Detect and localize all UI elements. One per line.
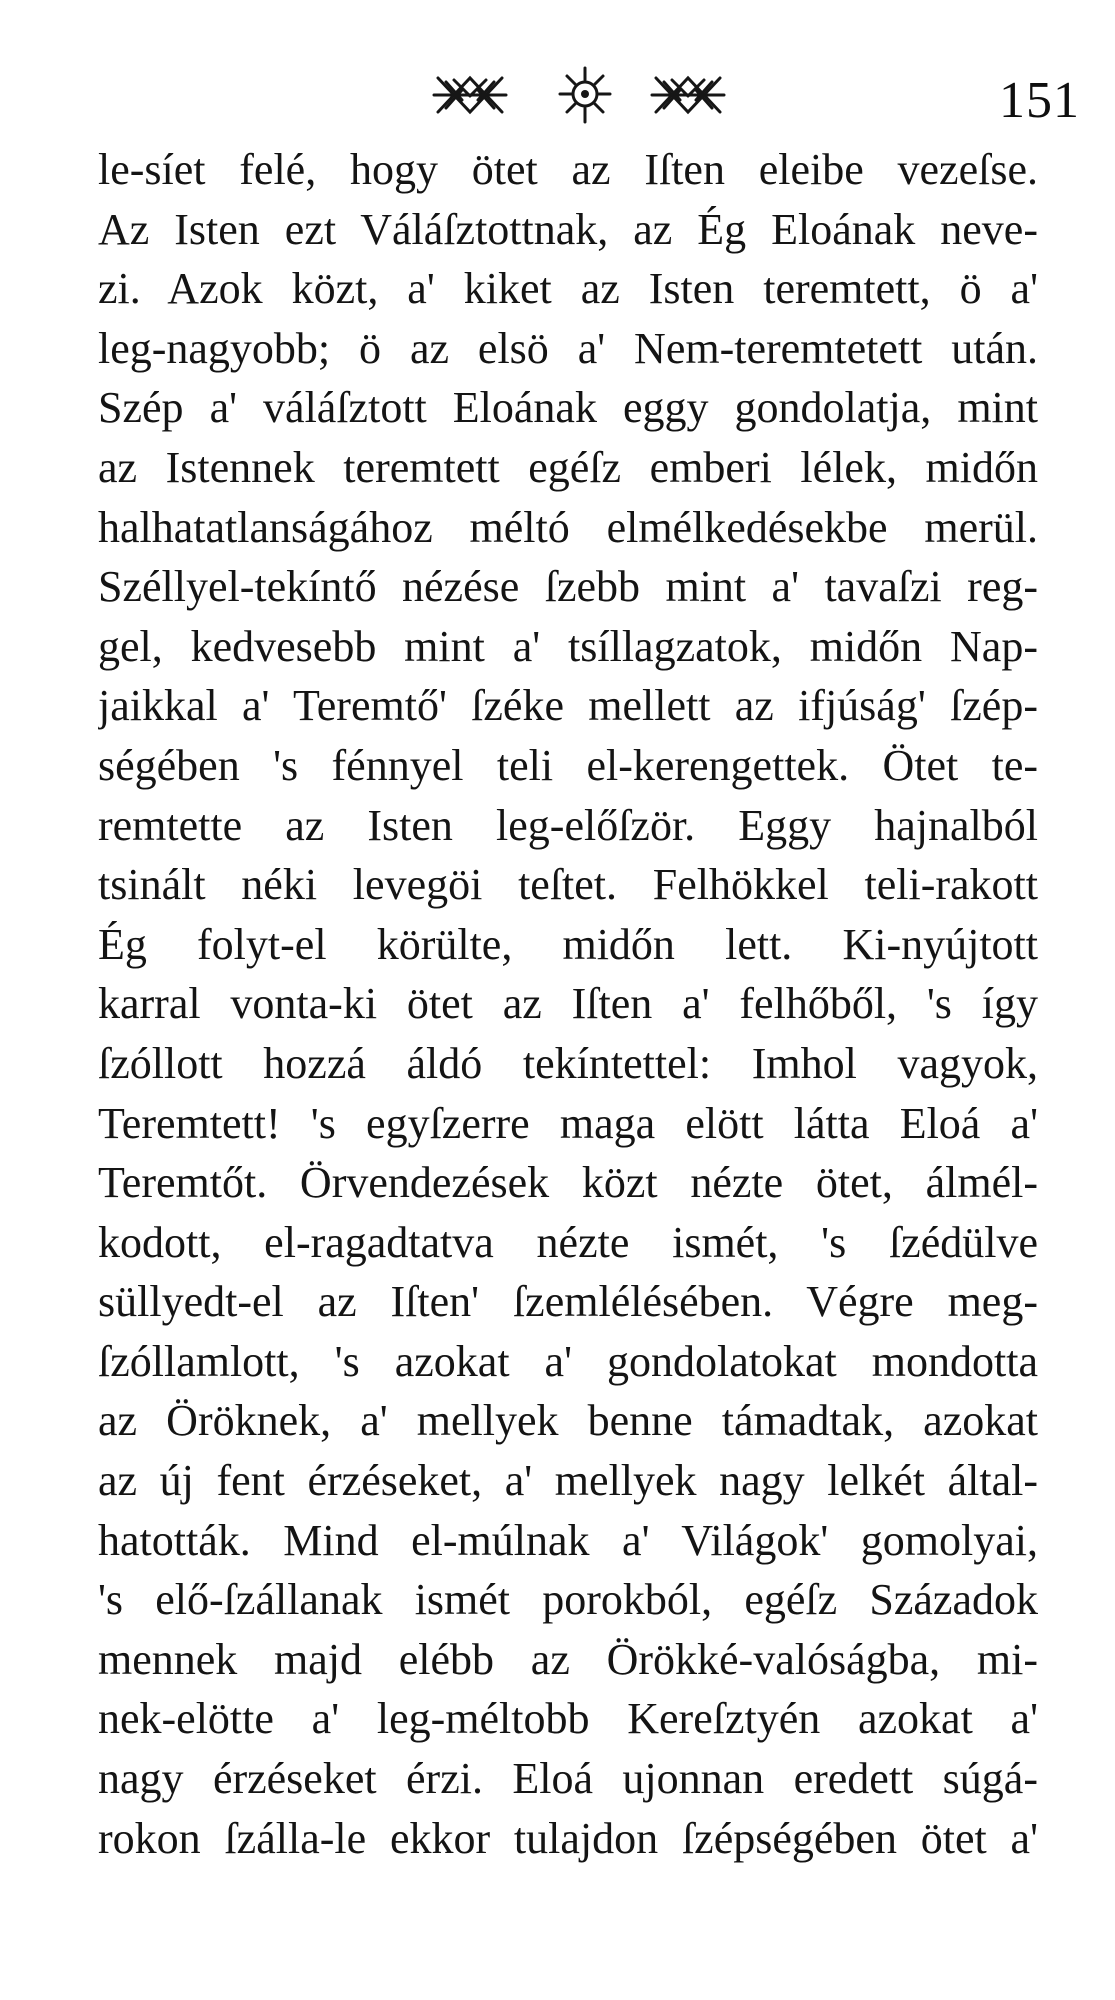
text-line: kodott, el-ragadtatva nézte ismét, 's ſzédülve [98,1217,1038,1267]
text-line: halhatatlanságához méltó elmélkedésekbe merül. [98,502,1038,552]
text-line: ſzóllamlott, 's azokat a' gondolatokat mondotta [98,1336,1038,1386]
text-line: Széllyel-tekíntő nézése ſzebb mint a' tavaſzi reg- [98,562,1038,612]
text-line: süllyedt-el az Iſten' ſzemlélésében. Végre meg- [98,1277,1038,1327]
text-line: zi. Azok közt, a' kiket az Isten teremtett, ö a' [98,264,1038,314]
text-line: Szép a' váláſztott Eloának eggy gondolatja, mint [98,383,1038,433]
text-line: Ég folyt-el körülte, midőn lett. Ki-nyújtott [98,919,1038,969]
text-line: Az Isten ezt Váláſztottnak, az Ég Eloának neve- [98,204,1038,254]
text-line: gel, kedvesebb mint a' tsíllagzatok, midőn Nap- [98,621,1038,671]
body-text [98,140,1038,1868]
text-line: leg-nagyobb; ö az elsö a' Nem-teremtetett után. [98,323,1038,373]
text-line: jaikkal a' Teremtő' ſzéke mellett az ifjúság' ſzép- [98,681,1038,731]
text-line: az Istennek teremtett egéſz emberi lélek, midőn [98,442,1038,492]
center-flower-ornament-icon [548,60,622,130]
text-line: az Öröknek, a' mellyek benne támadtak, azokat [98,1396,1038,1446]
text-line: Teremtett! 's egyſzerre maga elött látta Eloá a' [98,1098,1038,1148]
page-number: 151 [999,72,1080,129]
text-line: tsinált néki levegöi teſtet. Felhökkel teli-rakott [98,860,1038,910]
text-line: rokon ſzálla-le ekkor tulajdon ſzépségében ötet a' [98,1813,1038,1863]
text-line: le-síet felé, hogy ötet az Iſten eleibe vezeſse. [98,145,1038,194]
text-line: 's elő-ſzállanak ismét porokból, egéſz Századok [98,1575,1038,1625]
right-crosshatch-ornament-icon [648,60,728,130]
page-header [0,60,1115,130]
text-line: ségében 's fénnyel teli el-kerengettek. Ötet te- [98,740,1038,790]
text-line: mennek majd elébb az Örökké-valóságba, mi- [98,1634,1038,1684]
text-line: ſzóllott hozzá áldó tekíntettel: Imhol vagyok, [98,1038,1038,1088]
text-line: hatották. Mind el-múlnak a' Világok' gomolyai, [98,1515,1038,1565]
text-line: karral vonta-ki ötet az Iſten a' felhőből, 's így [98,979,1038,1029]
left-crosshatch-ornament-icon [430,60,510,130]
text-line: nek-elötte a' leg-méltobb Kereſztyén azokat a' [98,1694,1038,1744]
text-line: Teremtőt. Örvendezések közt nézte ötet, álmél- [98,1158,1038,1208]
text-line: az új fent érzéseket, a' mellyek nagy lelkét által- [98,1456,1038,1506]
text-line: nagy érzéseket érzi. Eloá ujonnan eredett súgá- [98,1754,1038,1804]
text-line: remtette az Isten leg-előſzör. Eggy hajnalból [98,800,1038,850]
